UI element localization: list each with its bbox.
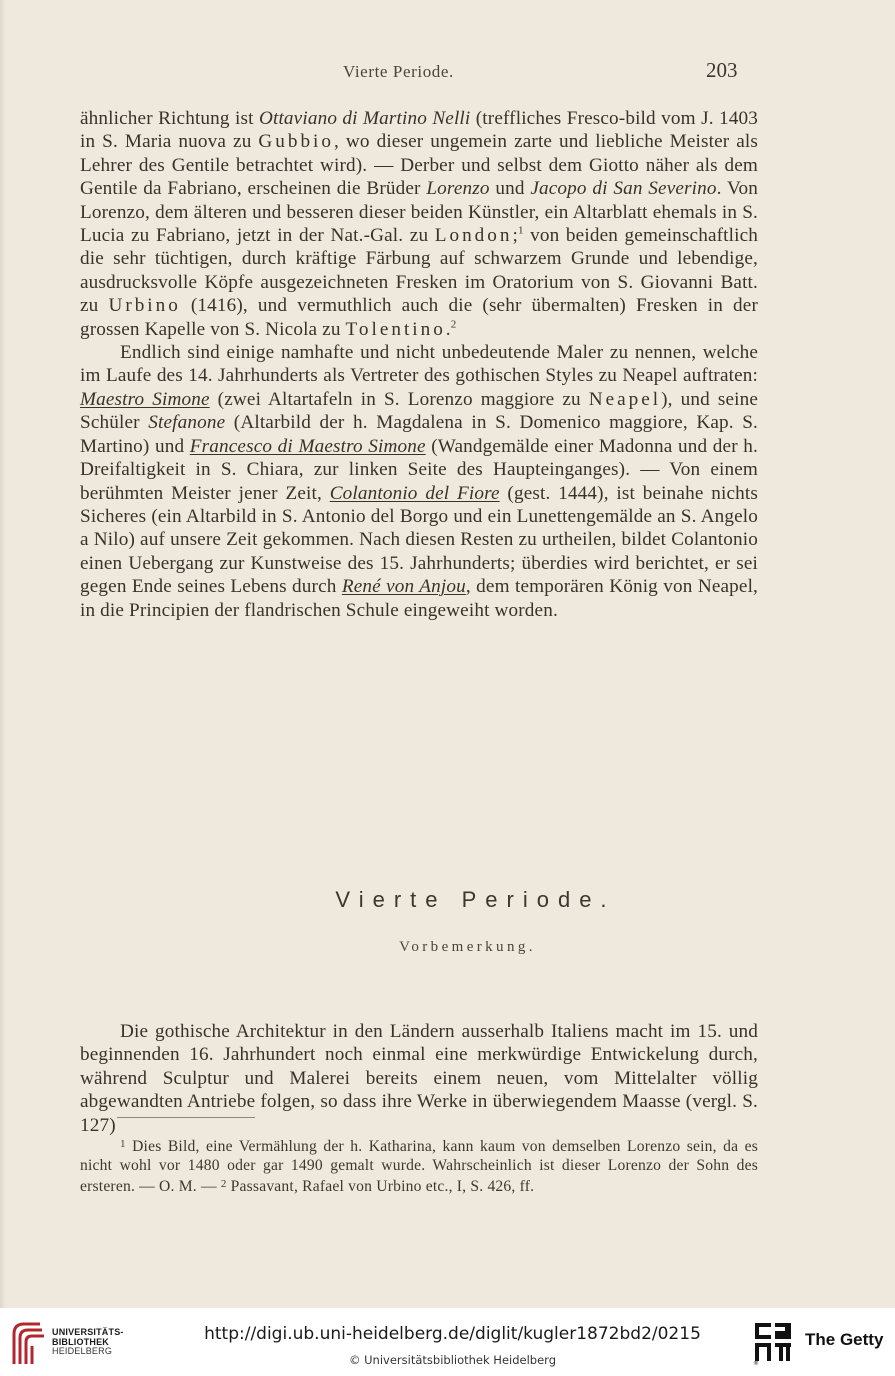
running-title: Vierte Periode.	[343, 62, 454, 81]
place-name: Tolentino	[345, 318, 446, 340]
place-name: Neapel	[588, 388, 662, 410]
uni-name-line: BIBLIOTHEK	[52, 1336, 109, 1347]
text-run: und	[489, 178, 531, 200]
viewer-footer	[0, 1308, 895, 1376]
place-name: Gubbio	[258, 131, 334, 153]
getty-logo[interactable]	[753, 1321, 793, 1365]
running-head	[0, 58, 895, 86]
section-subtitle: Vorbemerkung.	[399, 939, 536, 955]
text-run: (1416), und vermuthlich auch die (sehr übermalten) Fresken in der grossen Kapelle von S. Nicola zu	[80, 295, 759, 340]
place-name: Urbino	[108, 295, 181, 317]
text-block-lower	[80, 1020, 758, 1137]
footnote-mark: 1	[120, 1138, 126, 1150]
uni-name-line: HEIDELBERG	[52, 1346, 113, 1356]
text-run: (gest. 1444), ist beinahe nichts Sicheres (ein Altarbild in S. Antonio del Borgo und ein Lunettengemälde an S. Angelo a Nilo) auf unsere Zeit gekommen. Nach diesen Resten zu urtheilen, bildet Colantonio einen Uebergang zur Kunstweise des 15. Jahrhunderts; überdies wird berichtet, er sei gegen Ende seines Lebens durch	[80, 482, 758, 598]
artist-name: Maestro Simone	[80, 388, 210, 410]
getty-name: The Getty	[805, 1330, 884, 1349]
footnote-mark: 2	[220, 1178, 227, 1190]
footnote-ref: 2	[450, 318, 457, 331]
artist-name: Colantonio del Fiore	[329, 482, 500, 504]
place-name: London	[434, 225, 513, 247]
artist-name: René von Anjou	[341, 576, 466, 598]
artist-name: Ottaviano di Martino Nelli	[258, 108, 471, 129]
paragraph-neapel	[80, 341, 758, 622]
page-number: 203	[706, 58, 738, 82]
text-run: .	[445, 318, 451, 340]
text-run: Passavant, Rafael von Urbino etc., I, S. 426, ff.	[226, 1178, 535, 1195]
text-run: ;	[512, 225, 518, 247]
paragraph-ottaviano	[80, 107, 758, 341]
text-run: Dies Bild, eine Vermählung der h. Katharina, kann kaum von demselben Lorenzo sein, da es nicht wohl vor 1480 oder gar 1490 gemalt wurde. Wahrscheinlich ist dieser Lorenzo der Sohn des ersteren. — O. M. —	[80, 1138, 758, 1195]
footnotes	[80, 1135, 758, 1196]
footnote-text	[80, 1135, 758, 1196]
text-run: , wo dieser ungemein zarte und liebliche Meister als Lehrer des Gentile betrachtet wird). — Derber und selbst dem Giotto näher als dem Gentile da Fabriano, erscheinen die Brüder	[80, 131, 759, 200]
uni-name-line: UNIVERSITÄTS-	[52, 1327, 124, 1337]
footnote-ref: 1	[517, 224, 524, 237]
artist-name: Jacopo di San Severino	[530, 178, 717, 200]
section-title: Vierte Periode.	[335, 887, 616, 912]
paragraph-vorbemerkung: Die gothische Architektur in den Ländern ausserhalb Italiens macht im 15. und beginnenden 16. Jahrhundert noch einmal eine merkwürdige Entwickelung durch, während Sculptur und Malerei bereits einem neuen, vom Mittelalter völlig abgewandten Antriebe folgen, so dass ihre Werke in überwiegendem Maasse (vergl. S. 127)	[80, 1021, 758, 1136]
text-run: (treffliches Fresco-bild vom J. 1403 in S. Maria nuova zu	[80, 108, 758, 153]
text-run: (Altarbild der h. Magdalena in S. Domenico maggiore, Kap. S. Martino) und	[80, 412, 759, 457]
text-run: (zwei Altartafeln in S. Lorenzo maggiore zu	[209, 388, 589, 410]
text-run: ), und seine Schüler	[80, 388, 758, 434]
copyright-notice: © Universitätsbibliothek Heidelberg	[348, 1353, 556, 1367]
text-run: (Wandgemälde einer Madonna und der h. Dreifaltigkeit in S. Chiara, zur linken Seite des Haupteinganges). — Von einem berühmten Meister jener Zeit,	[80, 435, 758, 504]
text-run: Endlich sind einige namhafte und nicht unbedeutende Maler zu nennen, welche im Laufe des 14. Jahrhunderts als Vertreter des gothischen Styles zu Neapel auftraten:	[80, 342, 758, 387]
text-run: ähnlicher Richtung ist	[80, 108, 259, 129]
artist-name: Lorenzo	[426, 178, 490, 200]
artist-name: Stefanone	[148, 412, 226, 434]
page-edge-shadow	[0, 0, 6, 1308]
text-run: von beiden gemeinschaftlich die sehr tüchtigen, durch kräftige Färbung auf schwarzem Grunde und lebendige, ausdrucksvolle Köpfe ausgezeichneten Fresken im Oratorium von S. Giovanni Batt. zu	[80, 225, 758, 317]
permalink-url[interactable]: http://digi.ub.uni-heidelberg.de/diglit/kugler1872bd2/0215	[204, 1324, 701, 1344]
registered-mark: ®	[753, 1360, 759, 1365]
text-block-upper	[80, 107, 758, 622]
text-run: , dem temporären König von Neapel, in die Principien der flandrischen Schule eingeweiht worden.	[80, 576, 759, 621]
text-run: . Von Lorenzo, dem älteren und besseren dieser beiden Künstler, ein Altarblatt ehemals in S. Lucia zu Fabriano, jetzt in der Nat.-Gal. zu	[80, 178, 759, 247]
footnote-divider	[117, 1117, 255, 1118]
artist-name: Francesco di Maestro Simone	[189, 435, 426, 457]
